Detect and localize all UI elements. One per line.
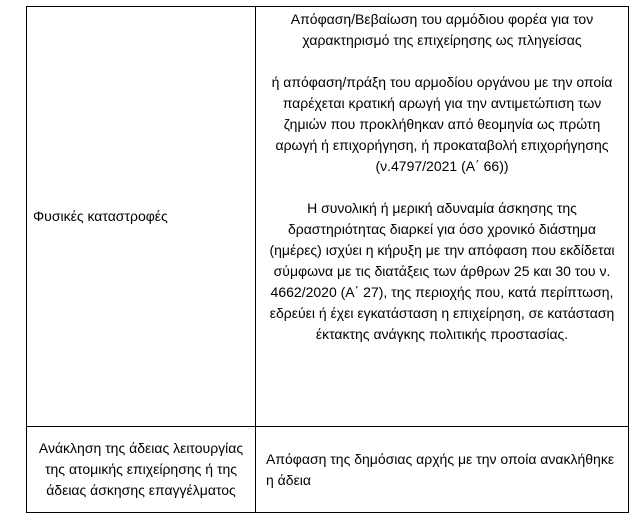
row-label-cell (27, 7, 256, 427)
row-content-cell (256, 7, 629, 427)
row-label-cell (27, 427, 256, 513)
content-paragraph: Απόφαση/Βεβαίωση του αρμόδιου φορέα για τον χαρακτηρισμό της επιχείρησης ως πληγείσας (290, 11, 594, 48)
row-content-cell (256, 427, 629, 513)
content-paragraph: Η συνολική ή μερική αδυναμία άσκησης της δραστηριότητας διαρκεί για όσο χρονικό διάστημα (ημέρες) ισχύει η κήρυξη με την απόφαση που εκδίδεται σύμφωνα με τις διατάξεις των άρθρων 25 και 30 του ν. 4662/2020 (Α΄ 27), της περιοχής που, κατά περίπτωση, εδρεύει ή έχει εγκατάσταση η επιχείρηση, σε κατάσταση έκτακτης ανάγκης πολιτικής προστασίας. (269, 200, 615, 342)
row-label: Φυσικές καταστροφές (33, 208, 168, 224)
content-paragraph: ή απόφαση/πράξη του αρμοδίου οργάνου με την οποία παρέχεται κρατική αρωγή για την αντιμετώπιση των ζημιών που προκλήθηκαν από θεομηνία ως πρώτη αρωγή ή επιχορήγηση, ή προκαταβολή επιχορήγησης (ν.4797/2021 (Α΄ 66)) (271, 74, 613, 174)
document-table (26, 6, 629, 513)
row-label: Ανάκληση της άδειας λειτουργίας της ατομικής επιχείρησης ή της άδειας άσκησης επαγγέλματος (38, 440, 244, 498)
content-paragraph: Απόφαση της δημόσιας αρχής με την οποία ανακλήθηκε η άδεια (266, 450, 615, 488)
table-row (27, 7, 629, 427)
table-row (27, 427, 629, 513)
